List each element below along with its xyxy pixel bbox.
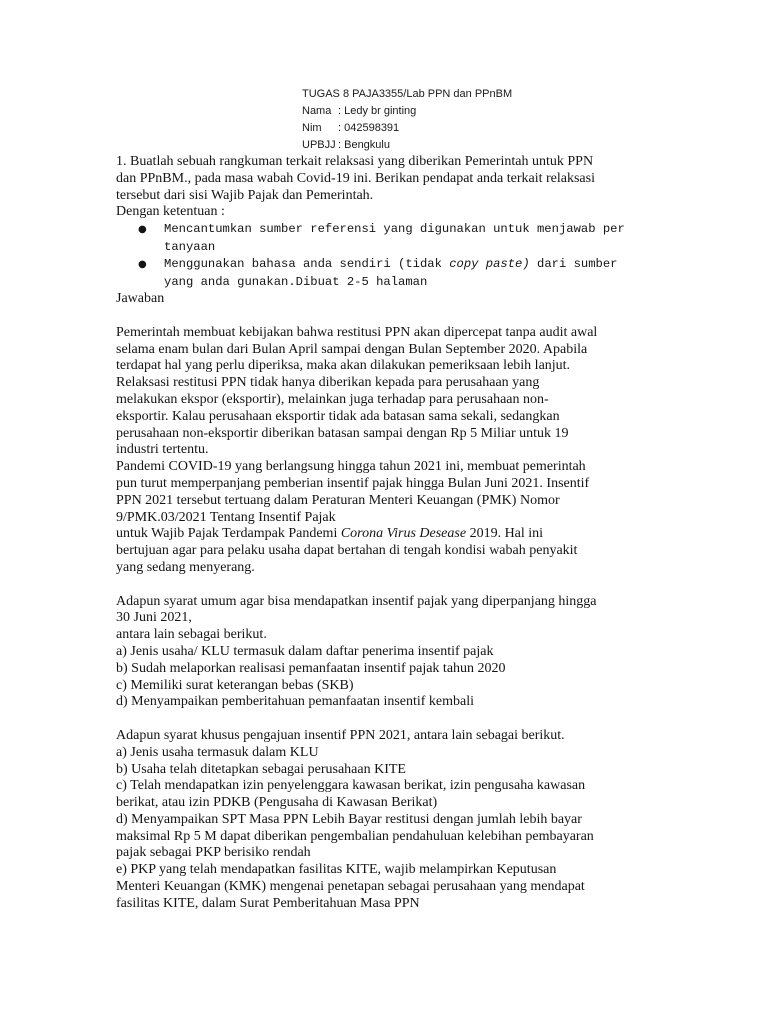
answer-paragraph-2: [116, 594, 656, 712]
list-item: maksimal Rp 5 M dapat diberikan pengembalian pendahuluan kelebihan pembayaran: [116, 828, 594, 844]
list-item: c) Memiliki surat keterangan bebas (SKB): [116, 677, 354, 693]
answer-paragraph-1: [116, 325, 656, 577]
list-item: b) Sudah melaporkan realisasi pemanfaatan insentif pajak tahun 2020: [116, 660, 506, 676]
condition-text: yang anda gunakan.Dibuat 2-5 halaman: [164, 274, 428, 289]
list-item: a) Jenis usaha/ KLU termasuk dalam daftar penerima insentif pajak: [116, 643, 494, 659]
paragraph-line: selama enam bulan dari Bulan April sampai dengan Bulan September 2020. Apabila: [116, 341, 588, 357]
upbjj-value: : Bengkulu: [338, 139, 390, 151]
name-label: Nama: [302, 105, 332, 117]
answer-paragraph-3: [116, 728, 656, 913]
student-nim-row: [302, 120, 512, 137]
question-line: 1. Buatlah sebuah rangkuman terkait relaksasi yang diberikan Pemerintah untuk PPN: [116, 154, 594, 169]
conditions-intro: Dengan ketentuan :: [116, 204, 225, 220]
list-item: fasilitas KITE, dalam Surat Pemberitahuan Masa PPN: [116, 895, 420, 911]
bullet-icon: ●: [138, 224, 147, 236]
list-item: d) Menyampaikan pemberitahuan pemanfaatan insentif kembali: [116, 694, 475, 710]
paragraph-line: 9/PMK.03/2021 Tentang Insentif Pajak: [116, 509, 336, 525]
paragraph-line: 30 Juni 2021,: [116, 610, 192, 626]
condition-text: tanyaan: [164, 239, 216, 254]
list-item: c) Telah mendapatkan izin penyelenggara kawasan berikat, izin pengusaha kawasan: [116, 778, 586, 794]
bullet-icon: ●: [138, 259, 147, 271]
name-value: : Ledy br ginting: [338, 105, 417, 117]
list-item: berikat, atau izin PDKB (Pengusaha di Kawasan Berikat): [116, 795, 438, 811]
paragraph-line: eksportir. Kalau perusahaan eksportir tidak ada batasan sama sekali, sedangkan: [116, 408, 560, 424]
answer-label: Jawaban: [116, 291, 165, 307]
paragraph-line: antara lain sebagai berikut.: [116, 627, 267, 643]
assignment-header: [302, 86, 512, 154]
condition-item: [116, 256, 656, 291]
question-line: tersebut dari sisi Wajib Pajak dan Pemerintah.: [116, 187, 374, 203]
nim-label: Nim: [302, 122, 322, 134]
question-line: dan PPnBM., pada masa wabah Covid-19 ini. Berikan pendapat anda terkait relaksasi: [116, 170, 595, 186]
paragraph-line: Adapun syarat khusus pengajuan insentif PPN 2021, antara lain sebagai berikut.: [116, 727, 565, 743]
list-item: a) Jenis usaha termasuk dalam KLU: [116, 744, 319, 760]
paragraph-line: Adapun syarat umum agar bisa mendapatkan insentif pajak yang diperpanjang hingga: [116, 593, 597, 609]
paragraph-line: perusahaan non-eksportir diberikan batasan sampai dengan Rp 5 Miliar untuk 19: [116, 425, 569, 441]
upbjj-label: UPBJJ: [302, 139, 336, 151]
paragraph-line: untuk Wajib Pajak Terdampak Pandemi Corona Virus Desease 2019. Hal ini: [116, 526, 544, 542]
paragraph-line: Pandemi COVID-19 yang berlangsung hingga tahun 2021 ini, membuat pemerintah: [116, 459, 586, 475]
conditions-list: [116, 221, 656, 291]
nim-value: : 042598391: [338, 122, 400, 134]
assignment-title: TUGAS 8 PAJA3355/Lab PPN dan PPnBM: [302, 88, 513, 100]
paragraph-line: terdapat hal yang perlu diperiksa, maka akan dilakukan pemeriksaan lebih lanjut.: [116, 358, 571, 374]
paragraph-line: PPN 2021 tersebut tertuang dalam Peraturan Menteri Keuangan (PMK) Nomor: [116, 492, 560, 508]
paragraph-line: bertujuan agar para pelaku usaha dapat bertahan di tengah kondisi wabah penyakit: [116, 543, 578, 559]
paragraph-line: Relaksasi restitusi PPN tidak hanya diberikan kepada para perusahaan yang: [116, 375, 540, 391]
condition-text: Menggunakan bahasa anda sendiri (tidak copy paste) dari sumber: [164, 257, 618, 272]
paragraph-line: melakukan ekspor (eksportir), melainkan juga terhadap para perusahaan non-: [116, 391, 549, 407]
student-upbjj-row: [302, 137, 512, 154]
condition-text: Mencantumkan sumber referensi yang digunakan untuk menjawab per: [164, 222, 625, 237]
list-item: b) Usaha telah ditetapkan sebagai perusahaan KITE: [116, 761, 406, 777]
document-body: [116, 154, 656, 913]
paragraph-line: Pemerintah membuat kebijakan bahwa restitusi PPN akan dipercepat tanpa audit awal: [116, 324, 598, 340]
paragraph-line: pun turut memperpanjang pemberian insentif pajak hingga Bulan Juni 2021. Insentif: [116, 475, 590, 491]
list-item: Menteri Keuangan (KMK) mengenai penetapan sebagai perusahaan yang mendapat: [116, 879, 585, 895]
paragraph-line: yang sedang menyerang.: [116, 559, 255, 575]
list-item: d) Menyampaikan SPT Masa PPN Lebih Bayar restitusi dengan jumlah lebih bayar: [116, 811, 582, 827]
paragraph-line: industri tertentu.: [116, 442, 209, 458]
condition-item: [116, 221, 656, 256]
list-item: pajak sebagai PKP berisiko rendah: [116, 845, 311, 861]
student-name-row: [302, 103, 512, 120]
list-item: e) PKP yang telah mendapatkan fasilitas KITE, wajib melampirkan Keputusan: [116, 862, 557, 878]
